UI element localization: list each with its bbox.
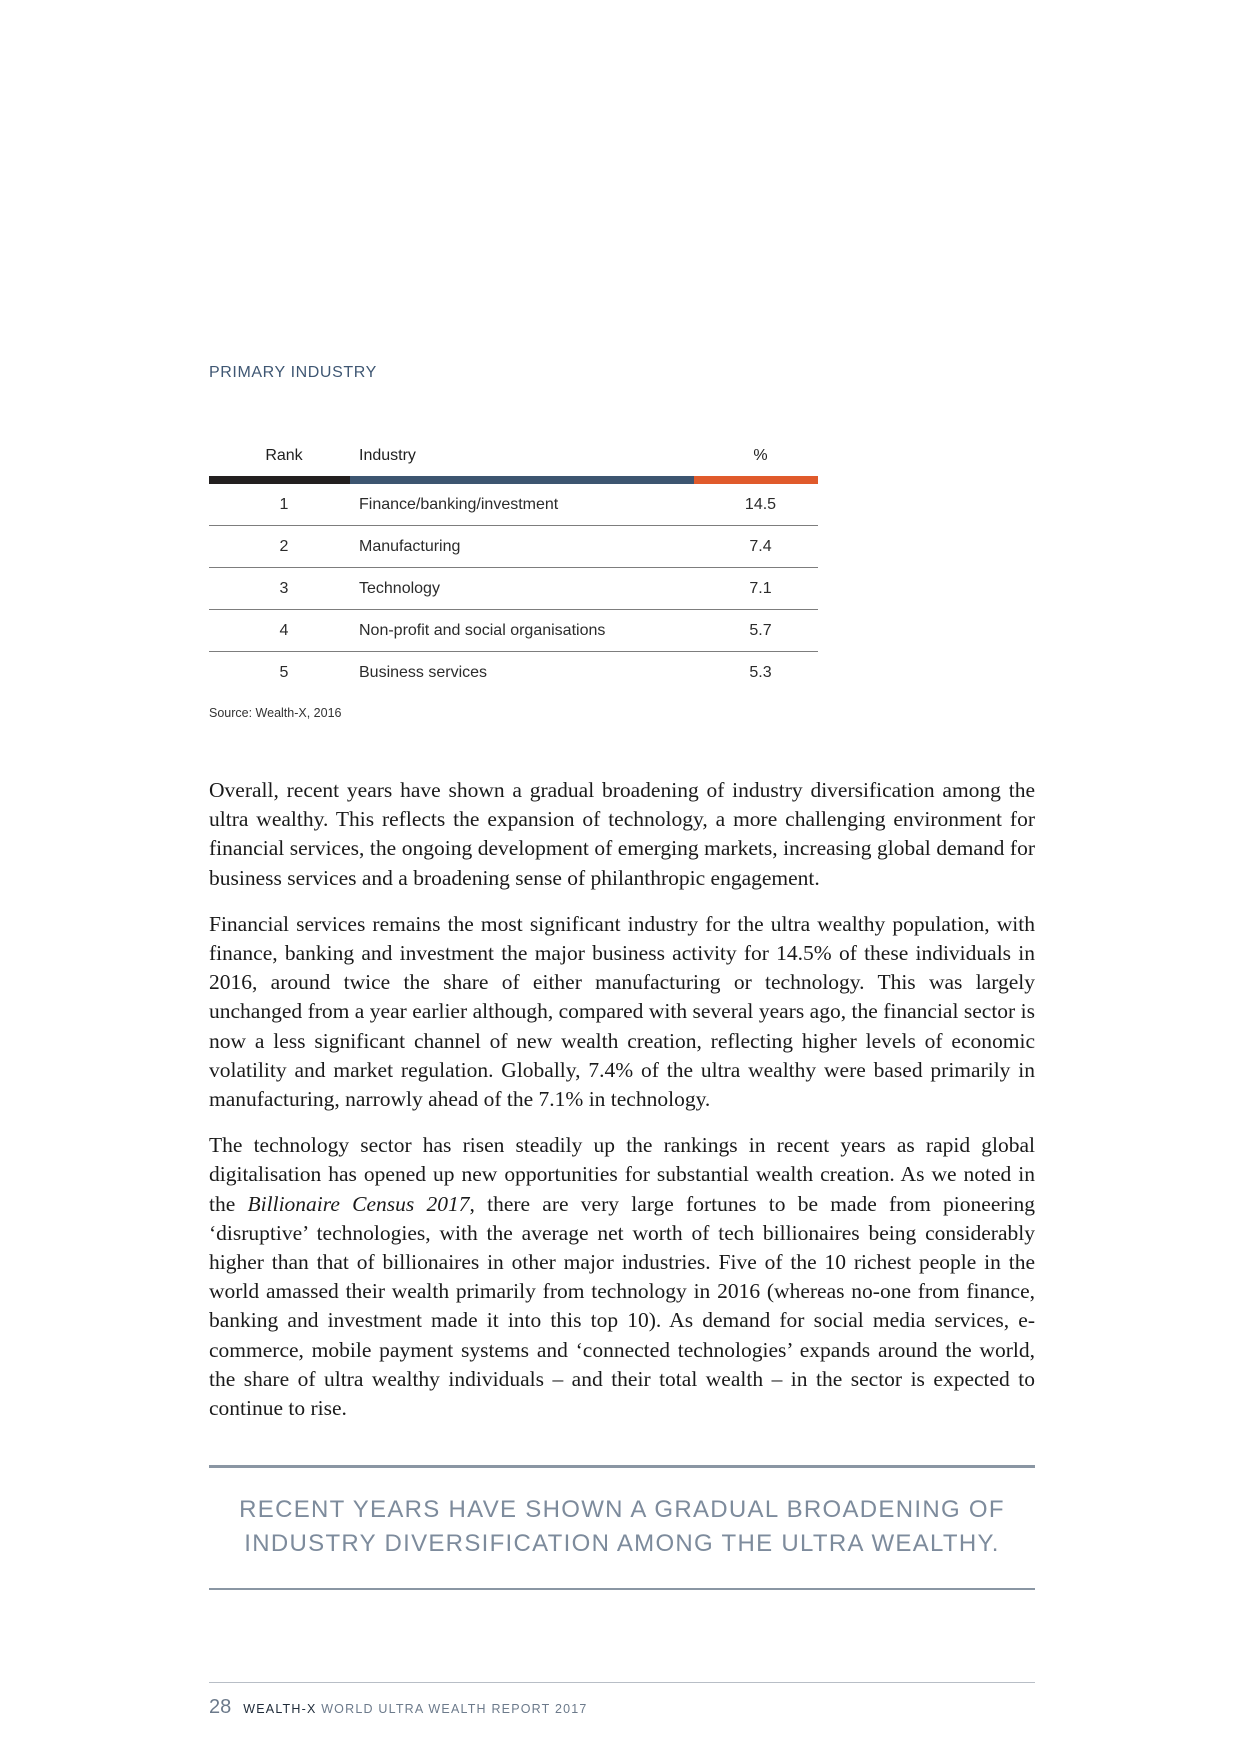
- table-row: [209, 484, 818, 526]
- cell-rank: 1: [279, 495, 289, 513]
- header-industry: Industry: [359, 447, 416, 464]
- paragraph-2: Financial services remains the most significant industry for the ultra wealthy population, with finance, banking and investment the major business activity for 14.5% of these individuals in 2016, around twice the share of either manufacturing or technology. This was largely unchanged from a year earlier although, compared with several years ago, the financial sector is now a less significant channel of new wealth creation, reflecting higher levels of economic volatility and market regulation. Globally, 7.4% of the ultra wealthy were based primarily in manufacturing, narrowly ahead of the 7.1% in technology.: [209, 911, 1035, 1112]
- industry-table: [209, 436, 818, 693]
- table-row: [209, 610, 818, 652]
- paragraph-3-part-a: The technology sector has risen steadily up the rankings in recent years as rapid global digitalisation has opened up new opportunities for substantial wealth creation. As we noted in the: [209, 1133, 1035, 1216]
- cell-rank: 2: [279, 537, 289, 555]
- color-bar-orange: [694, 476, 818, 484]
- paragraph-3: [209, 1131, 1035, 1423]
- section-title: PRIMARY INDUSTRY: [209, 364, 377, 381]
- table-header: [209, 436, 818, 476]
- cell-industry: Technology: [359, 579, 440, 597]
- cell-percent: 7.1: [749, 579, 772, 597]
- pull-quote-line-2: INDUSTRY DIVERSIFICATION AMONG THE ULTRA WEALTHY.: [244, 1530, 1000, 1557]
- report-name: WORLD ULTRA WEALTH REPORT 2017: [316, 1702, 588, 1716]
- cell-industry: Business services: [359, 663, 488, 681]
- table-row: [209, 652, 818, 693]
- header-percent: %: [753, 447, 768, 464]
- billionaire-census-title: Billionaire Census 2017: [247, 1191, 470, 1216]
- cell-rank: 5: [279, 663, 289, 681]
- cell-rank: 3: [279, 579, 289, 597]
- cell-percent: 7.4: [749, 537, 772, 555]
- pull-quote: [209, 1493, 1035, 1561]
- paragraph-1: Overall, recent years have shown a gradual broadening of industry diversification among the ultra wealthy. This reflects the expansion of technology, a more challenging environment for financial services, the ongoing development of emerging markets, increasing global demand for business services and a broadening sense of philanthropic engagement.: [209, 778, 1035, 890]
- table-row: [209, 526, 818, 568]
- brand-name: WEALTH-X: [243, 1702, 317, 1716]
- pull-quote-bottom-rule: [209, 1588, 1035, 1590]
- report-title: [243, 1702, 587, 1716]
- cell-percent: 14.5: [744, 495, 777, 513]
- pull-quote-top-rule: [209, 1465, 1035, 1468]
- header-rank: Rank: [265, 447, 303, 464]
- paragraph-3-part-b: , there are very large fortunes to be made from pioneering ‘disruptive’ technologies, with the average net worth of tech billionaires being considerably higher than that of billionaires in other major industries. Five of the 10 richest people in the world amassed their wealth primarily from technology in 2016 (whereas no-one from finance, banking and investment made it into this top 10). As demand for social media services, e-commerce, mobile payment systems and ‘connected technologies’ expands around the world, the share of ultra wealthy individuals – and their total wealth – in the sector is expected to continue to rise.: [209, 1191, 1035, 1421]
- cell-industry: Manufacturing: [359, 537, 461, 555]
- cell-percent: 5.7: [749, 621, 772, 639]
- footer-rule: [209, 1682, 1035, 1683]
- page-footer: [209, 1696, 588, 1719]
- cell-percent: 5.3: [749, 663, 772, 681]
- cell-industry: Non-profit and social organisations: [359, 621, 606, 639]
- color-bar-blue: [350, 476, 694, 484]
- page-number: 28: [209, 1696, 232, 1718]
- color-bar-black: [209, 476, 350, 484]
- pull-quote-line-1: RECENT YEARS HAVE SHOWN A GRADUAL BROADENING OF: [239, 1496, 1005, 1523]
- cell-industry: Finance/banking/investment: [359, 495, 559, 513]
- header-color-bar: [209, 476, 818, 484]
- table-source: Source: Wealth-X, 2016: [209, 706, 342, 720]
- article-body: [209, 776, 1035, 1440]
- cell-rank: 4: [279, 621, 289, 639]
- table-row: [209, 568, 818, 610]
